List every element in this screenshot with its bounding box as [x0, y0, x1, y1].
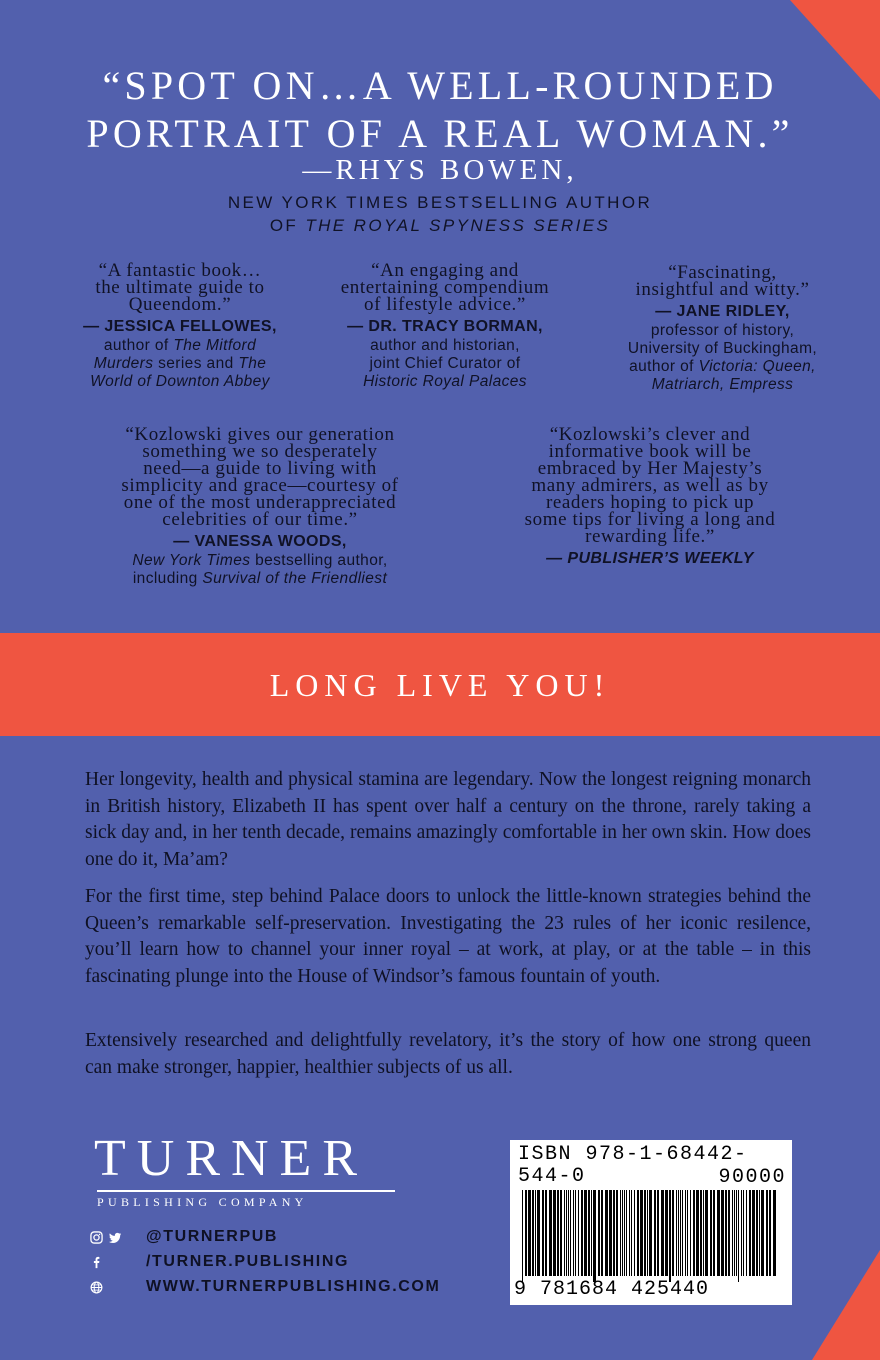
barcode-bar	[672, 1190, 674, 1276]
price-code: 90000	[718, 1166, 786, 1189]
barcode-bar	[693, 1190, 695, 1276]
role-text: professor of history,	[650, 322, 795, 339]
blurb-line: celebrities of our time.”	[162, 509, 358, 530]
blurb-ridley-name: — JANE RIDLEY,	[655, 303, 790, 320]
barcode-bar	[626, 1190, 627, 1276]
globe-icon	[90, 1281, 103, 1294]
blurb-line: “An engaging and	[371, 260, 519, 281]
blurb-woods-name: — VANESSA WOODS,	[173, 533, 347, 550]
barcode-bar	[766, 1190, 768, 1276]
barcode-bar	[734, 1190, 735, 1276]
barcode-bar	[528, 1190, 531, 1276]
blurb-woods	[85, 426, 435, 588]
blurb-line: “A fantastic book…	[98, 260, 262, 281]
blurb-woods-role	[85, 552, 435, 588]
barcode-bar	[746, 1190, 747, 1276]
role-text: author of	[629, 358, 699, 375]
barcode-bar	[773, 1190, 776, 1276]
barcode-bar	[631, 1190, 632, 1276]
barcode-bar	[578, 1190, 579, 1276]
barcode-bar	[537, 1190, 540, 1276]
blurb-line: the ultimate guide to	[95, 277, 265, 298]
barcode-bar	[687, 1190, 688, 1276]
blurb-publishers-weekly	[490, 426, 810, 569]
social-handle-text: @TURNERPUB	[146, 1228, 279, 1245]
featured-quote	[40, 62, 840, 158]
featured-credit-series: THE ROYAL SPYNESS SERIES	[305, 216, 611, 235]
barcode-bar	[629, 1190, 630, 1276]
barcode-bar	[553, 1190, 556, 1276]
barcode-bar	[678, 1190, 679, 1276]
barcode-bar	[545, 1190, 547, 1276]
role-text: author of	[103, 337, 174, 354]
website-text: WWW.TURNERPUBLISHING.COM	[146, 1278, 441, 1295]
barcode-bar	[728, 1190, 730, 1276]
barcode-bar	[685, 1190, 686, 1276]
description-paragraph-2: For the first time, step behind Palace doors to unlock the little-known strategies behind the Queen’s remarkable self-preservation. Investigating the 23 rules of her iconic resilence, you’ll learn how to channel your inner royal – at work, at play, or at the table – in this fascinating plunge into the House of Windsor’s famous fountain of youth.	[85, 886, 811, 987]
description-paragraph-1: Her longevity, health and physical stamina are legendary. Now the longest reigning monarch in British history, Elizabeth II has spent over half a century on the throne, rarely taking a sick day and, in her tenth decade, remains amazingly comfortable in her own skin. How does one do it, Ma’am?	[85, 769, 811, 870]
publisher-logo: TURNER	[94, 1130, 368, 1187]
barcode-bar	[703, 1190, 704, 1276]
blurb-ridley-quote	[595, 264, 850, 298]
barcode-bar	[622, 1190, 623, 1276]
title-band	[0, 633, 880, 736]
blurb-borman	[310, 262, 580, 391]
blurb-pw-name: — PUBLISHER’S WEEKLY	[546, 550, 754, 567]
barcode-bar	[581, 1190, 583, 1276]
barcode-bar	[743, 1190, 744, 1276]
blurb-line: “Kozlowski’s clever and	[549, 424, 751, 445]
role-text-italic: The	[238, 355, 267, 372]
blurb-line: some tips for living a long and	[524, 509, 776, 530]
role-text: author and historian,	[370, 337, 520, 354]
featured-quote-line1: “SPOT ON…A WELL-ROUNDED	[102, 63, 778, 108]
featured-credit-line1: NEW YORK TIMES BESTSELLING AUTHOR	[227, 193, 653, 212]
role-text: series and	[153, 355, 239, 372]
blurb-borman-quote	[310, 262, 580, 313]
barcode-bar	[752, 1190, 755, 1276]
blurb-fellowes-quote	[40, 262, 320, 313]
publisher-logo-subtitle: PUBLISHING COMPANY	[97, 1195, 308, 1209]
barcode-bar	[661, 1190, 664, 1276]
barcode-bar	[575, 1190, 576, 1276]
role-text: bestselling author,	[250, 552, 388, 569]
role-text-italic: World of Downton Abbey	[90, 373, 270, 390]
barcode-bar	[665, 1190, 668, 1276]
barcode-bar	[525, 1190, 527, 1276]
barcode-bar	[620, 1190, 621, 1276]
barcode-bar	[676, 1190, 677, 1276]
band-title: LONG LIVE YOU!	[269, 667, 611, 703]
barcode-bar	[756, 1190, 758, 1276]
featured-quote-line2: PORTRAIT OF A REAL WOMAN.”	[86, 111, 794, 156]
barcode-bar	[736, 1190, 737, 1276]
barcode-bar	[717, 1190, 720, 1276]
barcode-bar	[732, 1190, 733, 1276]
blurb-ridley-role	[595, 322, 850, 394]
role-text-italic: Matriarch, Empress	[651, 376, 794, 393]
blurb-borman-role	[310, 337, 580, 391]
role-text: including	[132, 570, 203, 587]
role-text-italic: Historic Royal Palaces	[363, 373, 527, 390]
barcode-bar	[682, 1190, 683, 1276]
barcode-bar	[522, 1190, 523, 1282]
blurb-line: “Kozlowski gives our generation	[125, 424, 395, 445]
barcode-bar	[601, 1190, 603, 1276]
blurb-woods-quote	[85, 426, 435, 528]
barcode-bar	[557, 1190, 559, 1276]
blurb-fellowes-name: — JESSICA FELLOWES,	[83, 318, 277, 335]
barcode-bar	[761, 1190, 764, 1276]
barcode-bar	[542, 1190, 544, 1276]
barcode-bar	[721, 1190, 724, 1276]
blurb-pw-quote	[490, 426, 810, 545]
barcode-bar	[564, 1190, 565, 1276]
barcode-bar	[713, 1190, 715, 1276]
barcode-bar	[647, 1190, 648, 1276]
blurb-line: need—a guide to living with	[143, 458, 377, 479]
barcode-bar	[738, 1190, 739, 1282]
role-text-italic: New York Times	[132, 552, 251, 569]
barcode-bar	[598, 1190, 600, 1276]
barcode-bar	[588, 1190, 590, 1276]
barcode-bar	[549, 1190, 552, 1276]
barcode-bar	[535, 1190, 536, 1276]
barcode-bar	[570, 1190, 571, 1276]
barcode-bar	[769, 1190, 771, 1276]
barcode-bar	[616, 1190, 618, 1276]
barcode-bar	[624, 1190, 625, 1276]
blurb-line: simplicity and grace—courtesy of	[121, 475, 399, 496]
facebook-text: /TURNER.PUBLISHING	[146, 1253, 350, 1270]
barcode-bar	[605, 1190, 608, 1276]
barcode-bar	[640, 1190, 643, 1276]
role-text: University of Buckingham,	[627, 340, 818, 357]
blurb-ridley	[595, 264, 850, 394]
barcode-bar	[609, 1190, 612, 1276]
barcode-panel	[510, 1140, 792, 1305]
ean-number: 9 781684 425440	[514, 1278, 710, 1301]
instagram-icon	[90, 1231, 103, 1244]
barcode-bar	[591, 1190, 592, 1276]
twitter-icon	[109, 1231, 122, 1244]
barcode-bars	[522, 1190, 780, 1282]
blurb-line: many admirers, as well as by	[531, 475, 769, 496]
barcode-bar	[637, 1190, 639, 1276]
barcode-bar	[759, 1190, 760, 1276]
featured-quote-author: —RHYS BOWEN,	[302, 154, 578, 186]
blurb-borman-name: — DR. TRACY BORMAN,	[347, 318, 543, 335]
blurb-fellowes-role	[40, 337, 320, 391]
role-text: joint Chief Curator of	[369, 355, 521, 372]
barcode-bar	[741, 1190, 742, 1276]
barcode-bar	[700, 1190, 702, 1276]
facebook-icon	[90, 1256, 103, 1269]
barcode-bar	[593, 1190, 596, 1282]
role-text-italic: The Mitford	[173, 337, 257, 354]
featured-credit-of: OF	[269, 216, 306, 235]
blurb-line: of lifestyle advice.”	[364, 294, 526, 315]
social-row-facebook	[90, 1251, 350, 1273]
blurb-line: one of the most underappreciated	[123, 492, 397, 513]
barcode-bar	[634, 1190, 635, 1276]
role-text-italic: Murders	[93, 355, 154, 372]
barcode-bar	[573, 1190, 574, 1276]
logo-divider	[97, 1190, 395, 1192]
blurb-line: something we so desperately	[142, 441, 378, 462]
description-paragraph-3: Extensively researched and delightfully revelatory, it’s the story of how one strong queen can make stronger, happier, healthier subjects of us all.	[85, 1030, 811, 1078]
corner-accent-bottom-right	[812, 1250, 880, 1360]
barcode-bar	[725, 1190, 727, 1276]
social-row-website	[90, 1276, 441, 1298]
role-text-italic: Victoria: Queen,	[698, 358, 816, 375]
blurb-line: entertaining compendium	[340, 277, 550, 298]
barcode-bar	[749, 1190, 751, 1276]
barcode-bar	[696, 1190, 699, 1276]
blurb-line: readers hoping to pick up	[545, 492, 755, 513]
blurb-line: embraced by Her Majesty’s	[537, 458, 763, 479]
barcode-bar	[705, 1190, 708, 1276]
blurb-line: Queendom.”	[128, 294, 232, 315]
featured-quote-credit	[0, 191, 880, 237]
barcode-bar	[657, 1190, 659, 1276]
barcode-bar	[566, 1190, 567, 1276]
blurb-fellowes	[40, 262, 320, 391]
social-row-handle	[90, 1226, 279, 1248]
isbn-number: ISBN 978-1-68442-544-0	[518, 1143, 748, 1188]
barcode-bar	[654, 1190, 656, 1276]
barcode-bar	[680, 1190, 681, 1276]
barcode-bar	[690, 1190, 691, 1276]
barcode-bar	[669, 1190, 671, 1282]
barcode-bar	[649, 1190, 652, 1276]
barcode-bar	[584, 1190, 587, 1276]
barcode-bar	[710, 1190, 712, 1276]
role-text-italic: Survival of the Friendliest	[202, 570, 388, 587]
barcode-bar	[532, 1190, 534, 1276]
barcode-bar	[644, 1190, 646, 1276]
blurb-line: insightful and witty.”	[635, 279, 810, 300]
barcode-bar	[613, 1190, 615, 1276]
blurb-line: informative book will be	[548, 441, 752, 462]
barcode-bar	[560, 1190, 562, 1276]
blurb-line: rewarding life.”	[585, 526, 715, 547]
barcode-bar	[568, 1190, 569, 1276]
blurb-line: “Fascinating,	[668, 262, 777, 283]
